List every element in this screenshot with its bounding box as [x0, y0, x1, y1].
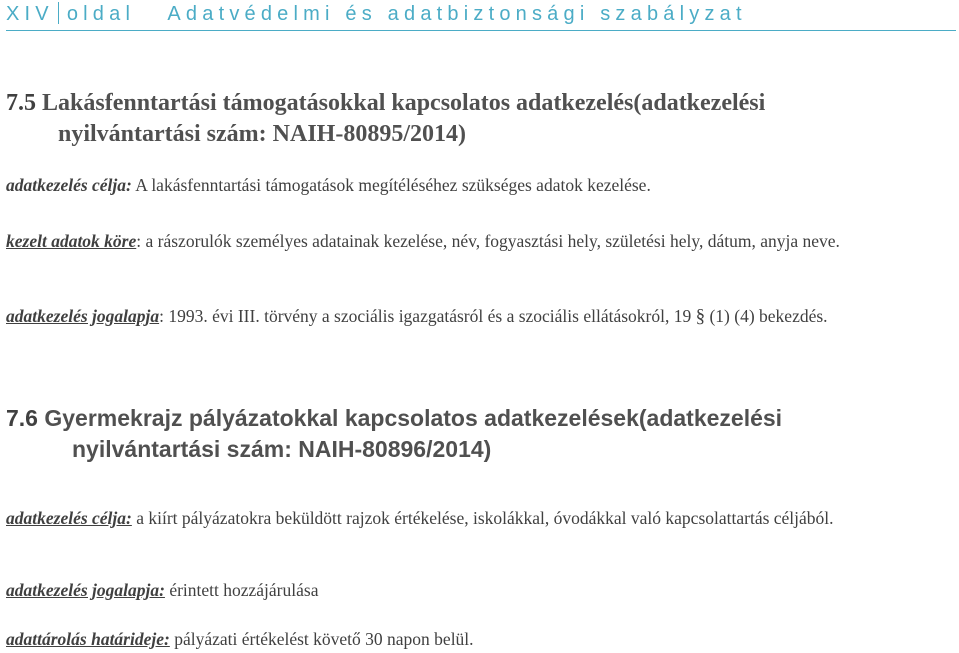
purpose-paragraph — [6, 172, 954, 199]
page-label: oldal — [66, 3, 136, 25]
purpose-text: a kiírt pályázatokra beküldött rajzok értékelése, iskolákkal, óvodákkal való kapcsolattartás céljából. — [131, 508, 834, 528]
section-number: 7.6 — [6, 405, 38, 431]
scope-label: kezelt adatok köre — [6, 231, 137, 251]
retention-label: adattárolás határideje: — [6, 629, 170, 649]
section-sign: § — [695, 306, 706, 327]
scope-paragraph — [6, 228, 954, 255]
section-number: 7.5 — [6, 90, 36, 116]
section-title-line1: Gyermekrajz pályázatokkal kapcsolatos adatkezelések(adatkezelési — [44, 405, 783, 431]
purpose-text: A lakásfenntartási támogatások megítéléséhez szükséges adatok kezelése. — [131, 175, 651, 195]
legal-basis-text-end: (1) (4) bekezdés. — [705, 306, 828, 326]
page-number: XIV — [6, 3, 54, 25]
legal-basis-label: adatkezelés jogalapja — [6, 306, 160, 326]
legal-basis-label: adatkezelés jogalapja: — [6, 580, 165, 600]
purpose-label: adatkezelés célja: — [6, 175, 132, 195]
header-separator — [58, 2, 59, 24]
retention-paragraph — [6, 626, 954, 653]
scope-text: : a rászorulók személyes adatainak kezelése, név, fogyasztási hely, születési hely, dátum, anyja neve. — [136, 231, 840, 251]
legal-basis-text: : 1993. évi III. törvény a szociális igazgatásról és a szociális ellátásokról, 19 — [159, 306, 696, 326]
section-7-5-heading — [6, 88, 951, 150]
document-title: Adatvédelmi és adatbiztonsági szabályzat — [167, 3, 747, 25]
retention-text: pályázati értékelést követő 30 napon belül. — [169, 629, 474, 649]
purpose-paragraph — [6, 505, 954, 532]
section-title-line1: Lakásfenntartási támogatásokkal kapcsolatos adatkezelés(adatkezelési — [42, 90, 766, 116]
legal-basis-paragraph — [6, 577, 954, 604]
section-title-line2: nyilvántartási szám: NAIH-80896/2014) — [72, 436, 492, 462]
page-header — [6, 2, 956, 32]
legal-basis-text: érintett hozzájárulása — [164, 580, 319, 600]
section-7-6-heading — [6, 403, 951, 465]
section-title-line2: nyilvántartási szám: NAIH-80895/2014) — [58, 121, 466, 147]
header-rule — [6, 30, 956, 31]
purpose-label: adatkezelés célja: — [6, 508, 132, 528]
legal-basis-paragraph — [6, 303, 954, 330]
